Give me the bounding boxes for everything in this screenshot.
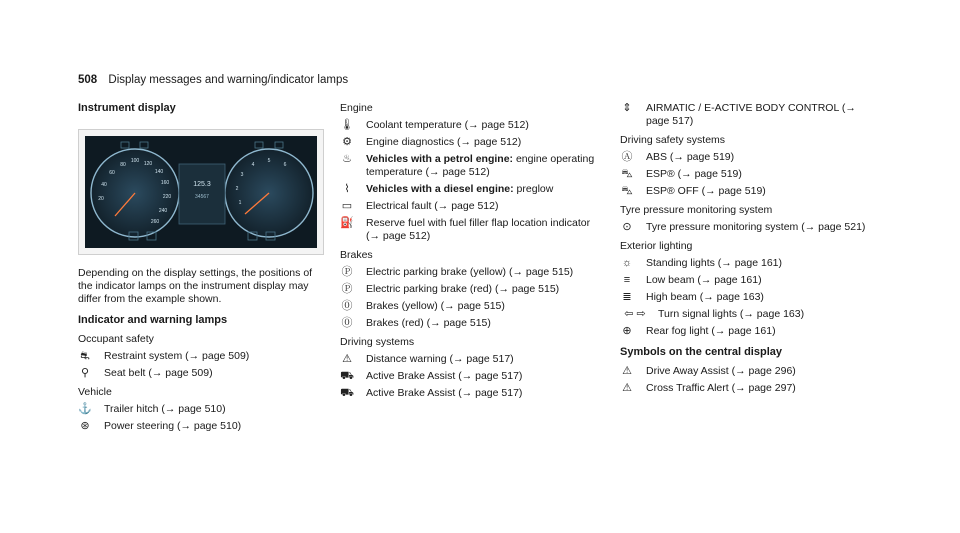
- lamp-entry: [620, 291, 880, 304]
- rear-fog-light-icon: ⊕: [622, 325, 632, 337]
- indicator-warning-lamps-heading: Indicator and warning lamps: [78, 314, 228, 326]
- lamp-description: [646, 274, 880, 287]
- lamp-entry: [340, 136, 600, 149]
- turn-signal-icon: ⇦ ⇨: [624, 308, 646, 320]
- instrument-display-heading: Instrument display: [78, 102, 176, 114]
- lamp-entry: [340, 317, 600, 330]
- center-display-subvalue: 34567: [195, 194, 209, 200]
- central-symbol-entry: [620, 365, 880, 378]
- lamp-entry: [340, 119, 600, 132]
- cross-traffic-alert-icon: ⚠: [622, 382, 632, 394]
- lamp-condition: Vehicles with a petrol engine:: [366, 153, 514, 165]
- tyre-pressure-icon: ⊙: [622, 221, 632, 233]
- lamp-text: High beam (→ page 163): [646, 291, 764, 303]
- speed-label: 20: [98, 196, 104, 202]
- active-brake-assist-icon: ⛟: [340, 370, 354, 382]
- lamp-text: Electrical fault (→ page 512): [366, 200, 499, 212]
- fuel-icon: ⛽: [340, 217, 354, 229]
- central-symbol-entry: [620, 382, 880, 395]
- instrument-cluster-graphic: [85, 136, 317, 248]
- lamp-text: Electric parking brake (yellow) (→ page 515): [366, 266, 574, 278]
- lamp-description: [366, 387, 600, 400]
- parking-brake-red-icon: Ⓟ: [341, 283, 353, 295]
- lamp-entry: [340, 266, 600, 279]
- lamp-description: [366, 153, 600, 179]
- lamp-text: ESP® OFF (→ page 519): [646, 185, 766, 197]
- lamp-entry: [340, 300, 600, 313]
- lamp-entry: [620, 325, 880, 338]
- group-title: Vehicle: [78, 386, 112, 398]
- lamp-entry: [340, 370, 600, 383]
- lamp-entry: [78, 403, 324, 416]
- instrument-cluster-image: [85, 136, 317, 248]
- brakes-red-icon: ⓪: [341, 317, 353, 329]
- lamp-description: [366, 136, 600, 149]
- lamp-text: Reserve fuel with fuel filler flap location indicator (→ page 512): [366, 217, 591, 242]
- lamp-description: [646, 291, 880, 304]
- speed-label: 220: [162, 194, 172, 200]
- lamp-description: [366, 217, 600, 243]
- coolant-temperature-icon: 🌡: [340, 119, 354, 131]
- distance-warning-icon: ⚠: [342, 353, 352, 365]
- column-left: [78, 102, 324, 437]
- lamp-description: [366, 317, 600, 330]
- speed-label: 80: [120, 162, 126, 168]
- lamp-description: [646, 325, 880, 338]
- lamp-entry: [620, 274, 880, 287]
- rpm-label: 3: [240, 172, 244, 178]
- lamp-text: Low beam (→ page 161): [646, 274, 762, 286]
- lamp-text: Engine diagnostics (→ page 512): [366, 136, 522, 148]
- lamp-text: Active Brake Assist (→ page 517): [366, 387, 523, 399]
- lamp-entry: [340, 217, 600, 243]
- esp-icon: ⛍: [621, 168, 633, 180]
- lamp-description: [658, 308, 880, 321]
- lamp-condition: Vehicles with a diesel engine:: [366, 183, 514, 195]
- lamp-entry: [340, 200, 600, 213]
- lamp-entry: [78, 350, 324, 363]
- lamp-text: Turn signal lights (→ page 163): [658, 308, 805, 320]
- lamp-text: Seat belt (→ page 509): [104, 367, 213, 379]
- instrument-cluster-image-frame: [78, 129, 324, 255]
- central-symbol-text: Drive Away Assist (→ page 296): [646, 365, 796, 377]
- page-number: 508: [78, 74, 98, 86]
- lamp-description: [104, 367, 324, 380]
- rpm-label: 1: [238, 200, 242, 206]
- lamp-description: [104, 403, 324, 416]
- seat-belt-icon: ⚲: [80, 367, 90, 379]
- speed-label: 40: [101, 182, 107, 188]
- lamp-description: [646, 185, 880, 198]
- lamp-entry: [620, 168, 880, 181]
- lamp-description: [646, 257, 880, 270]
- speed-label: 140: [154, 169, 164, 175]
- lamp-description: [366, 266, 600, 279]
- rpm-label: 4: [251, 162, 255, 168]
- group-title: Driving safety systems: [620, 134, 726, 146]
- lamp-entry: [620, 257, 880, 270]
- lamp-text: Brakes (red) (→ page 515): [366, 317, 491, 329]
- power-steering-icon: ⊛: [80, 420, 90, 432]
- lamp-entry: [620, 221, 880, 234]
- rpm-label: 2: [235, 186, 239, 192]
- lamp-entry: [620, 102, 880, 128]
- group-title: Tyre pressure monitoring system: [620, 204, 773, 216]
- lamp-text: ABS (→ page 519): [646, 151, 735, 163]
- lamp-text: preglow: [513, 183, 554, 195]
- lamp-text: Restraint system (→ page 509): [104, 350, 250, 362]
- central-display-symbols: [620, 365, 880, 395]
- abs-icon: Ⓐ: [621, 151, 633, 163]
- rpm-label: 6: [283, 162, 287, 168]
- group-title: Engine: [340, 102, 373, 114]
- lamp-description: [646, 102, 880, 128]
- column-middle: [340, 102, 600, 404]
- page-header-title: Display messages and warning/indicator lamps: [108, 74, 349, 86]
- lamp-description: [646, 221, 880, 234]
- page-header: [78, 74, 348, 86]
- esp-off-icon: ⛍: [621, 185, 633, 197]
- lamp-entry: [78, 420, 324, 433]
- petrol-engine-icon: ♨: [342, 153, 352, 165]
- lamp-text: Trailer hitch (→ page 510): [104, 403, 226, 415]
- airmatic-icon: ⇕: [622, 102, 632, 114]
- lamp-entry: [340, 283, 600, 296]
- central-display-heading: Symbols on the central display: [620, 346, 782, 358]
- lamp-text: ESP® (→ page 519): [646, 168, 742, 180]
- lamp-entry: [340, 153, 600, 179]
- group-title: Brakes: [340, 249, 373, 261]
- speed-label: 60: [109, 170, 115, 176]
- lamp-entry: [78, 367, 324, 380]
- lamp-text: engine operating temperature (→ page 512): [366, 153, 595, 178]
- speed-label: 260: [150, 219, 160, 225]
- trailer-hitch-icon: ⚓: [78, 403, 92, 415]
- lamp-text: Active Brake Assist (→ page 517): [366, 370, 523, 382]
- lamp-description: [366, 183, 600, 196]
- center-display-value: 125.3: [193, 181, 211, 188]
- col1-lamp-groups: [78, 333, 324, 433]
- lamp-description: [646, 151, 880, 164]
- lamp-description: [366, 283, 600, 296]
- lamp-description: [646, 168, 880, 181]
- speed-label: 120: [143, 161, 153, 167]
- standing-lights-icon: ☼: [621, 257, 633, 269]
- col3-lamp-groups: [620, 102, 880, 338]
- lamp-description: [104, 420, 324, 433]
- engine-diagnostics-icon: ⚙: [342, 136, 352, 148]
- lamp-entry: [340, 353, 600, 366]
- battery-icon: ▭: [341, 200, 353, 212]
- low-beam-icon: ≡: [623, 274, 631, 286]
- drive-away-assist-icon: ⚠: [622, 365, 632, 377]
- group-title: Driving systems: [340, 336, 415, 348]
- lamp-description: [366, 353, 600, 366]
- lamp-text: Electric parking brake (red) (→ page 515): [366, 283, 560, 295]
- lamp-entry: [620, 308, 880, 321]
- col2-lamp-groups: [340, 102, 600, 400]
- group-title: Exterior lighting: [620, 240, 693, 252]
- lamp-description: [366, 200, 600, 213]
- group-title: Occupant safety: [78, 333, 154, 345]
- airbag-icon: ⛐: [80, 350, 90, 362]
- central-symbol-text: Cross Traffic Alert (→ page 297): [646, 382, 796, 394]
- speed-label: 160: [160, 180, 170, 186]
- lamp-description: [366, 370, 600, 383]
- column-right: [620, 102, 880, 399]
- lamp-text: Power steering (→ page 510): [104, 420, 242, 432]
- lamp-entry: [620, 185, 880, 198]
- lamp-text: Coolant temperature (→ page 512): [366, 119, 529, 131]
- lamp-text: Distance warning (→ page 517): [366, 353, 514, 365]
- rpm-label: 5: [267, 158, 271, 164]
- lamp-text: Brakes (yellow) (→ page 515): [366, 300, 505, 312]
- lamp-description: [366, 119, 600, 132]
- lamp-description: [104, 350, 324, 363]
- display-settings-paragraph: Depending on the display settings, the positions of the indicator lamps on the instrument display may differ from the example shown.: [78, 267, 313, 305]
- parking-brake-yellow-icon: Ⓟ: [341, 266, 353, 278]
- lamp-description: [366, 300, 600, 313]
- preglow-icon: ⌇: [344, 183, 350, 195]
- speed-label: 100: [130, 158, 140, 164]
- lamp-entry: [340, 387, 600, 400]
- lamp-text: Tyre pressure monitoring system (→ page 521): [646, 221, 866, 233]
- lamp-text: AIRMATIC / E-ACTIVE BODY CONTROL (→ page 517): [646, 102, 856, 127]
- lamp-entry: [340, 183, 600, 196]
- speed-label: 240: [158, 208, 168, 214]
- lamp-text: Standing lights (→ page 161): [646, 257, 783, 269]
- brakes-yellow-icon: ⓪: [341, 300, 353, 312]
- lamp-entry: [620, 151, 880, 164]
- lamp-text: Rear fog light (→ page 161): [646, 325, 776, 337]
- active-brake-assist-off-icon: ⛟: [340, 387, 354, 399]
- high-beam-icon: ≣: [622, 291, 632, 303]
